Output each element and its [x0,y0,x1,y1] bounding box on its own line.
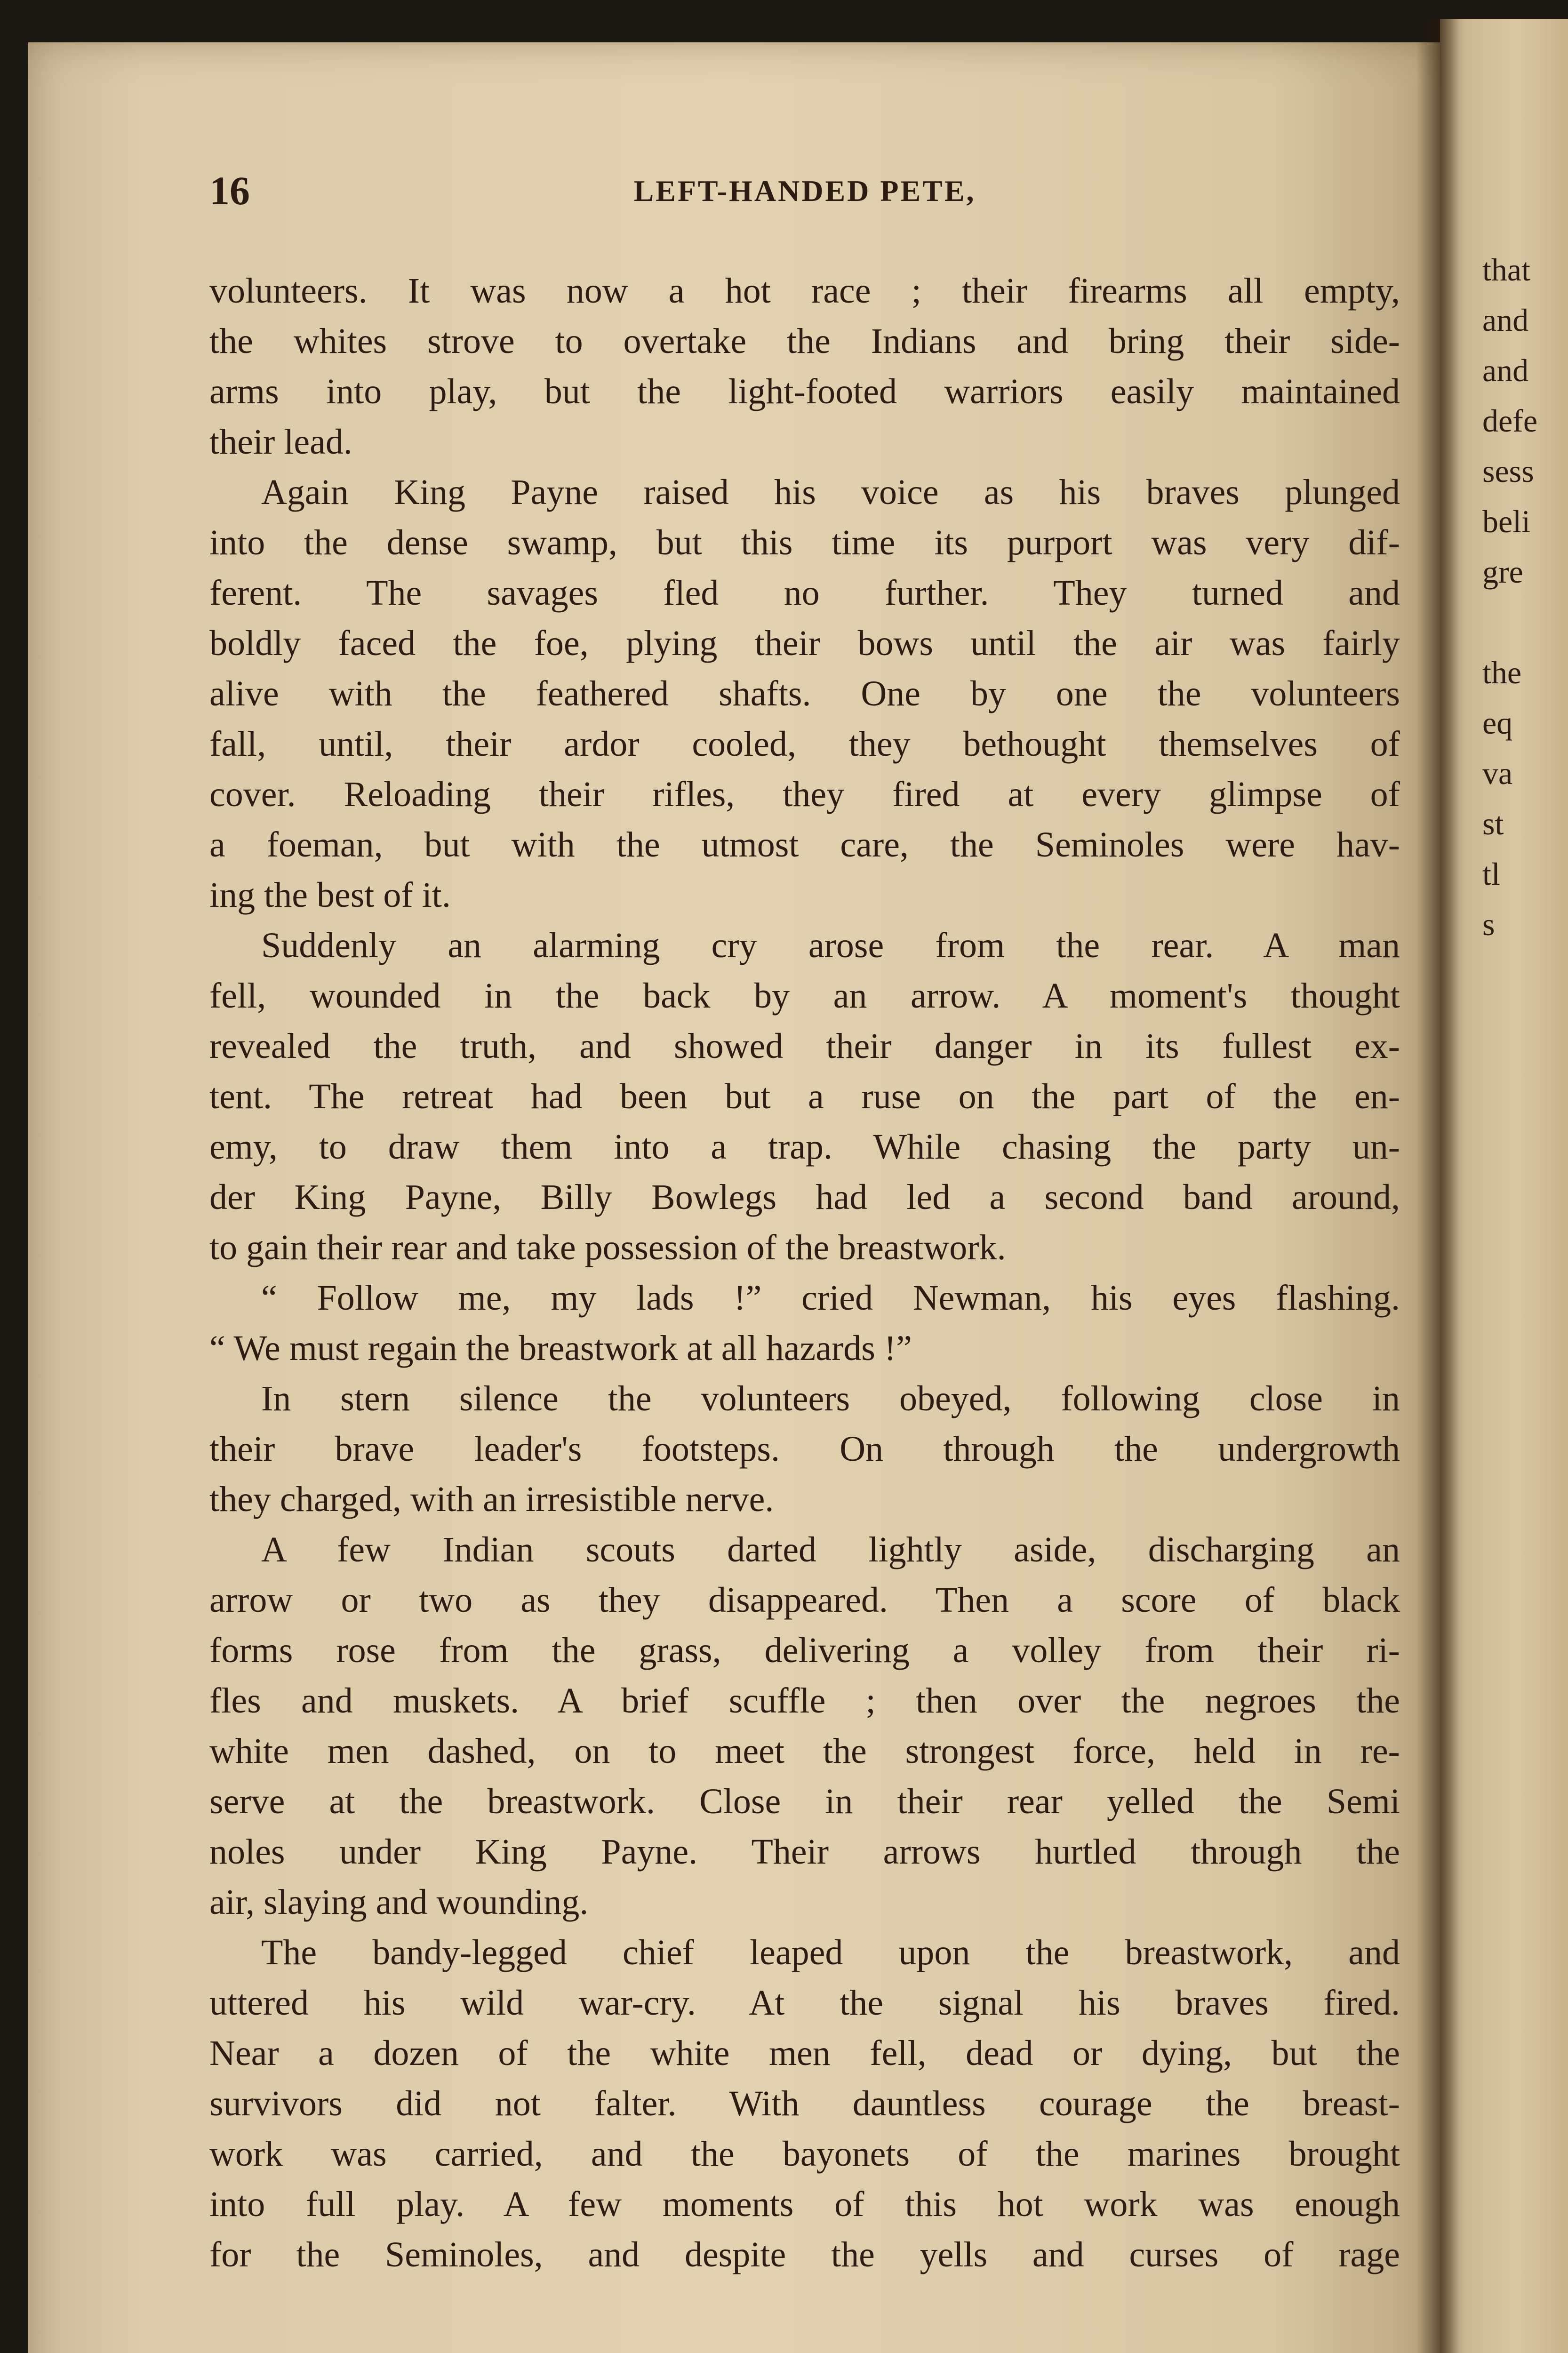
text-line: work was carried, and the bayonets of the marines brought [209,2134,1400,2174]
facing-fragment: and [1482,352,1529,388]
text-line: arms into play, but the light-footed warriors easily maintained [209,372,1400,411]
text-line: ing the best of it. [209,875,451,915]
text-line: arrow or two as they disappeared. Then a score of black [209,1580,1400,1620]
text-line: into the dense swamp, but this time its purport was very dif- [209,523,1400,562]
facing-fragment: s [1482,906,1495,942]
text-line: “ We must regain the breastwork at all hazards !” [209,1329,912,1368]
body-text [209,266,1400,2280]
text-line: fell, wounded in the back by an arrow. A moment's thought [209,976,1400,1016]
text-line: their brave leader's footsteps. On through the undergrowth [209,1429,1400,1469]
facing-fragment [1482,597,1568,648]
text-line: uttered his wild war-cry. At the signal his braves fired. [209,1983,1400,2023]
text-line: they charged, with an irresistible nerve. [209,1480,774,1519]
spine-shadow [1416,19,1459,2353]
facing-fragment: eq [1482,705,1513,741]
running-head: LEFT-HANDED PETE, [633,174,976,208]
facing-fragment: the [1482,655,1522,690]
text-line: for the Seminoles, and despite the yells and curses of rage [209,2235,1400,2274]
text-line: fall, until, their ardor cooled, they bethought themselves of [209,724,1400,764]
facing-fragment: va [1482,755,1513,791]
text-line: cover. Reloading their rifles, they fired at every glimpse of [209,775,1400,814]
text-line: Suddenly an alarming cry arose from the rear. A man [261,926,1400,965]
text-line: their lead. [209,422,352,462]
text-line: emy, to draw them into a trap. While chasing the party un- [209,1127,1400,1167]
text-line: serve at the breastwork. Close in their rear yelled the Semi [209,1782,1400,1821]
text-line: to gain their rear and take possession of the breastwork. [209,1228,1006,1267]
text-line: Again King Payne raised his voice as his braves plunged [261,472,1400,512]
text-line: volunteers. It was now a hot race ; their firearms all empty, [209,271,1400,311]
text-line: noles under King Payne. Their arrows hurtled through the [209,1832,1400,1872]
facing-fragment: gre [1482,554,1523,590]
text-line: “ Follow me, my lads !” cried Newman, his eyes flashing. [261,1278,1400,1318]
facing-fragment: and [1482,302,1529,338]
text-line: der King Payne, Billy Bowlegs had led a second band around, [209,1177,1400,1217]
text-line: a foeman, but with the utmost care, the Seminoles were hav- [209,825,1400,864]
text-line: tent. The retreat had been but a ruse on the part of the en- [209,1077,1400,1116]
text-line: white men dashed, on to meet the strongest force, held in re- [209,1731,1400,1771]
facing-fragment: sess [1482,453,1534,489]
page-header [209,167,1400,219]
text-line: Near a dozen of the white men fell, dead or dying, but the [209,2033,1400,2073]
facing-fragment: tl [1482,856,1500,892]
text-line: into full play. A few moments of this hot work was enough [209,2185,1400,2224]
text-line: forms rose from the grass, delivering a volley from their ri- [209,1631,1400,1670]
facing-fragment: st [1482,806,1504,841]
facing-page-text [1482,245,1568,950]
facing-fragment: defe [1482,403,1538,439]
text-line: In stern silence the volunteers obeyed, following close in [261,1379,1400,1418]
text-line: alive with the feathered shafts. One by one the volunteers [209,674,1400,713]
facing-fragment: beli [1482,504,1530,539]
page-number: 16 [209,168,250,213]
text-line: air, slaying and wounding. [209,1882,589,1922]
text-line: survivors did not falter. With dauntless courage the breast- [209,2084,1400,2123]
text-line: revealed the truth, and showed their danger in its fullest ex- [209,1026,1400,1066]
text-line: ferent. The savages fled no further. They turned and [209,573,1400,613]
text-line: A few Indian scouts darted lightly aside, discharging an [261,1530,1400,1569]
text-line: fles and muskets. A brief scuffle ; then over the negroes the [209,1681,1400,1721]
facing-fragment: that [1482,252,1530,288]
text-line: the whites strove to overtake the Indians and bring their side- [209,321,1400,361]
text-line: boldly faced the foe, plying their bows until the air was fairly [209,624,1400,663]
text-line: The bandy-legged chief leaped upon the breastwork, and [261,1933,1400,1972]
